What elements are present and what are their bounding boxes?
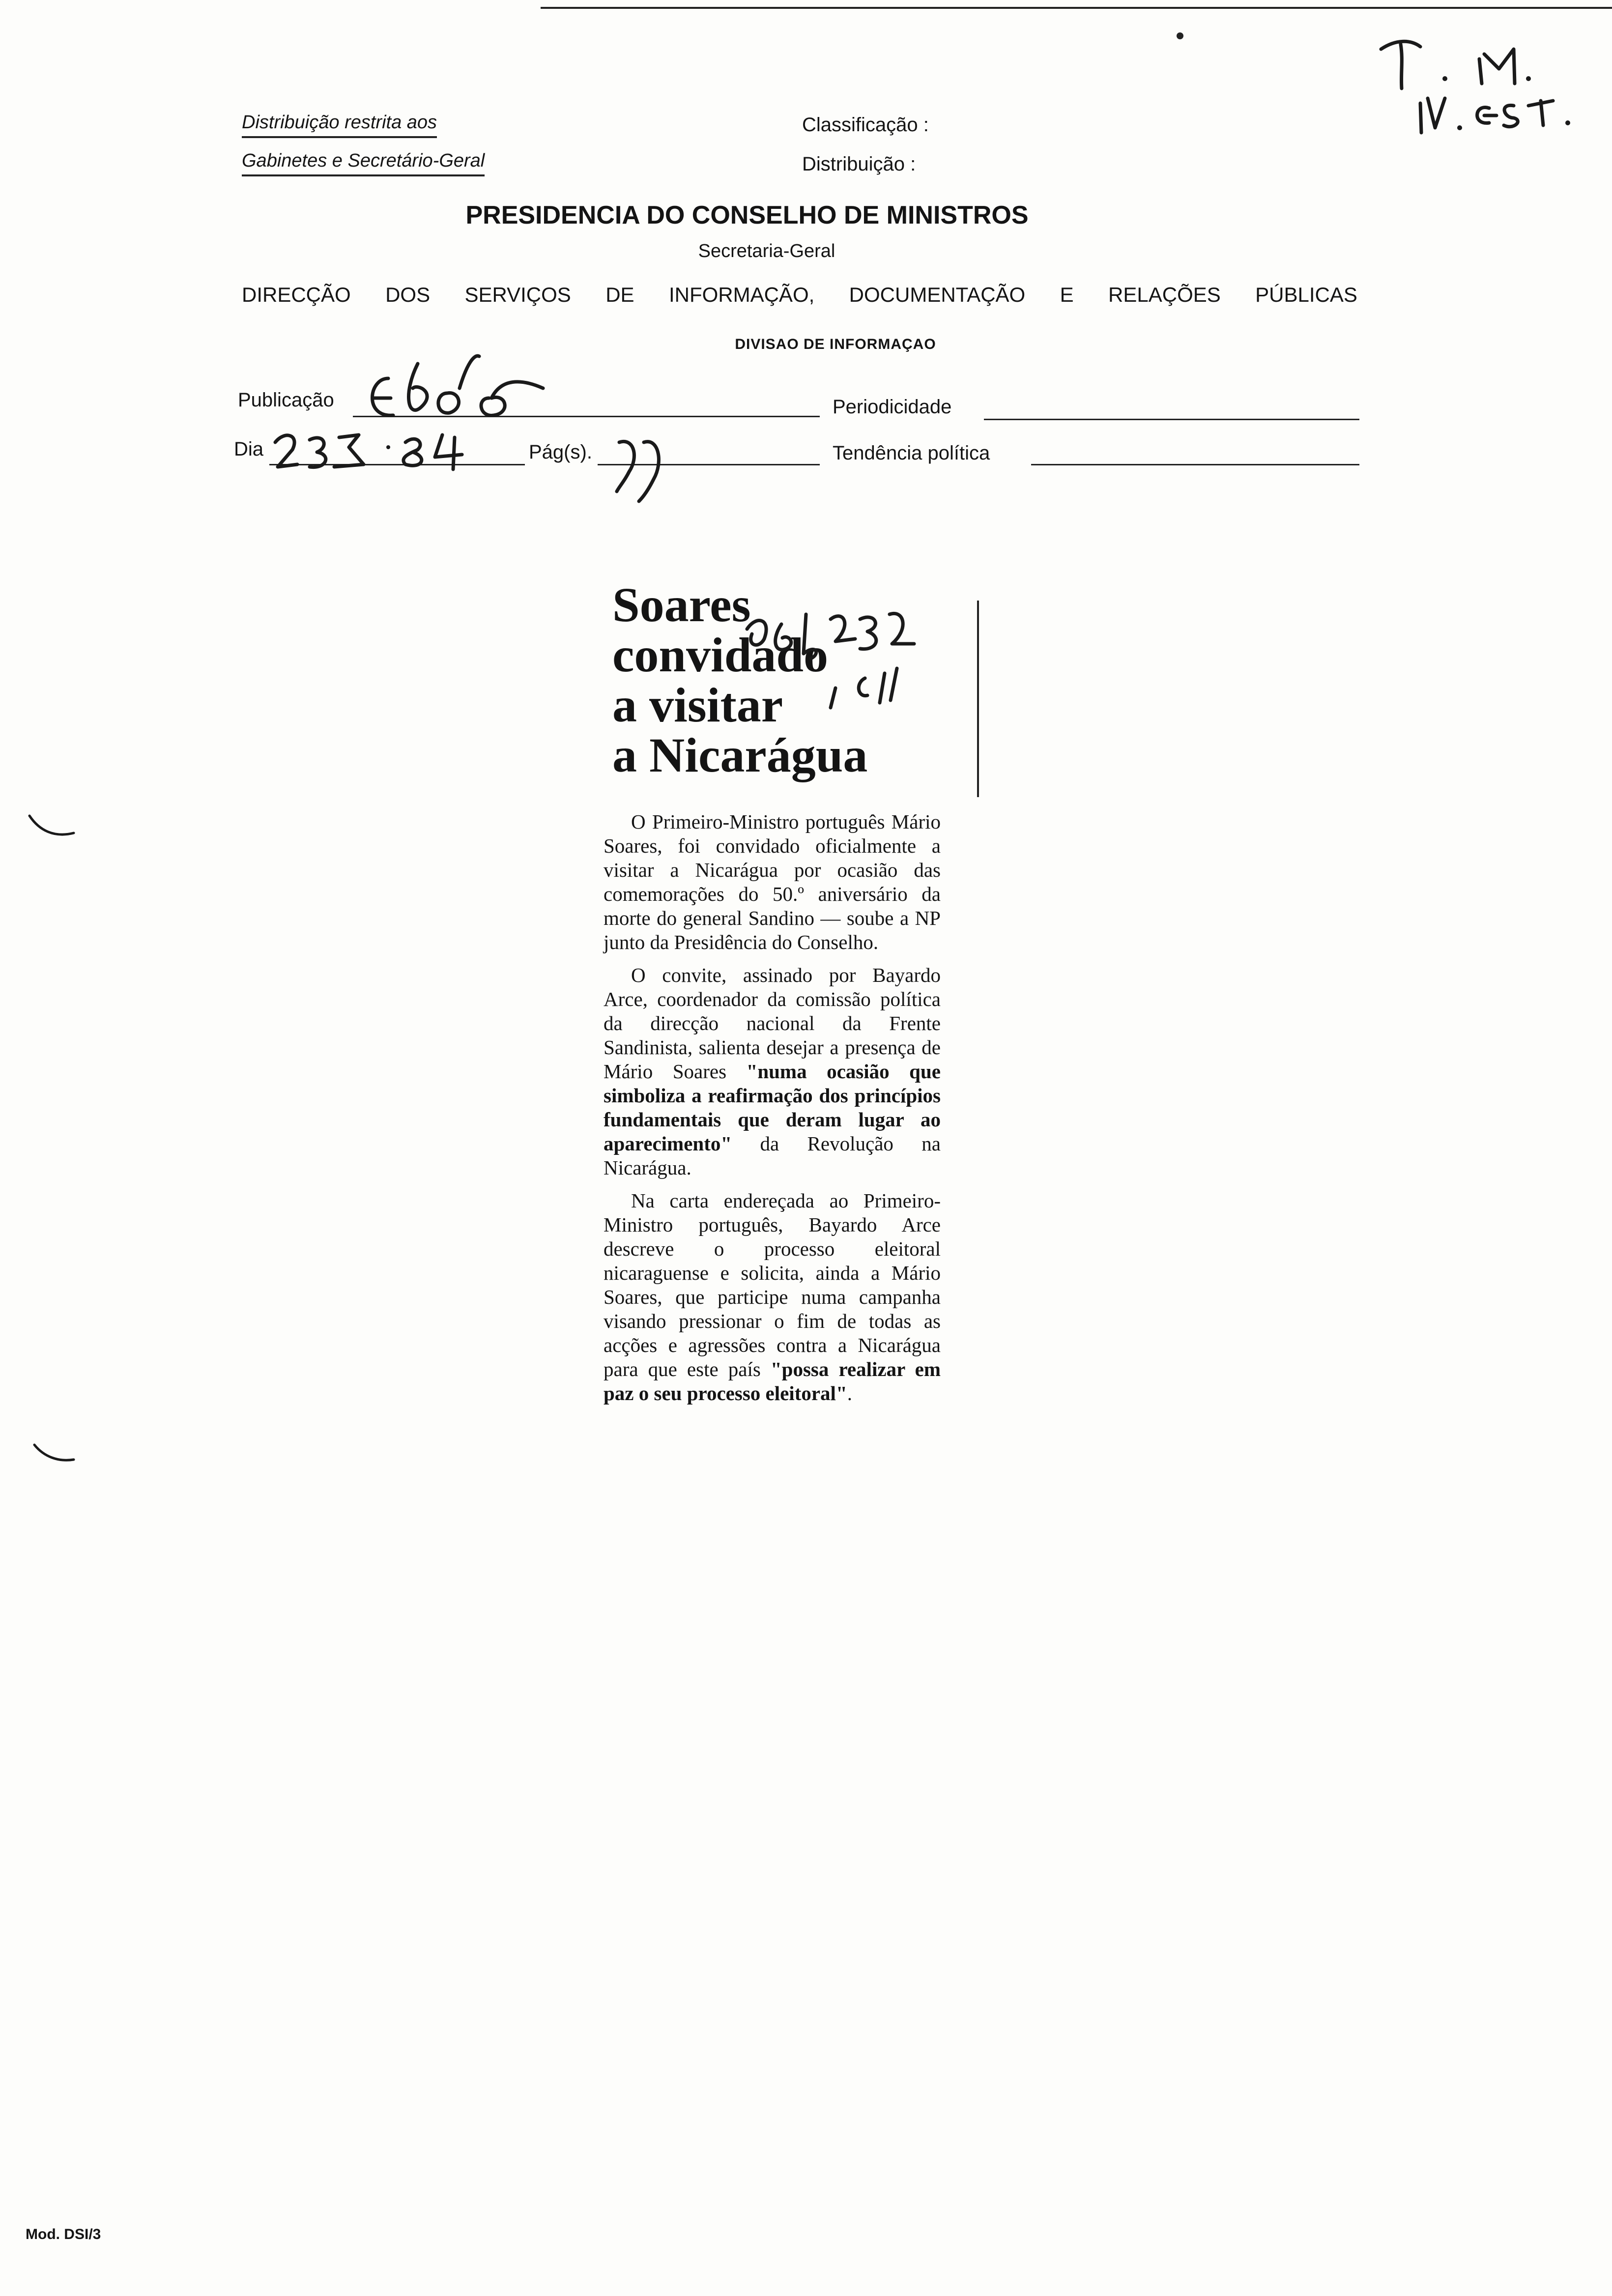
day-label: Dia (234, 438, 264, 460)
directorate-word: DE (605, 283, 634, 306)
directorate-word: DIRECÇÃO (242, 283, 351, 306)
article-paragraph (604, 1189, 941, 1406)
handwritten-publication-name (354, 334, 560, 428)
restricted-distribution-line1: Distribuição restrita aos (242, 112, 437, 138)
classification-label: Classificação : (802, 114, 929, 136)
article-body (604, 810, 941, 1406)
top-border-line (541, 7, 1612, 9)
directorate-word: DOS (385, 283, 431, 306)
ink-dot (1177, 32, 1183, 39)
headline-line: a Nicarágua (612, 728, 868, 782)
directorate-word: SERVIÇOS (464, 283, 571, 306)
margin-vertical-mark (977, 601, 979, 797)
pages-label: Pág(s). (529, 441, 592, 463)
margin-tick-mark (29, 1440, 79, 1469)
handwritten-reference-number (737, 600, 934, 718)
directorate-word: PÚBLICAS (1255, 283, 1357, 306)
paragraph-text: . (847, 1382, 852, 1405)
restricted-distribution-line2: Gabinetes e Secretário-Geral (242, 150, 485, 176)
division-title: DIVISAO DE INFORMAÇAO (735, 336, 936, 352)
article-paragraph (604, 963, 941, 1180)
periodicity-field-line (984, 419, 1359, 420)
directorate-word: INFORMAÇÃO, (668, 283, 815, 306)
headline-line: a visitar (612, 678, 783, 732)
distribution-label: Distribuição : (802, 153, 916, 175)
org-subtitle: Secretaria-Geral (698, 241, 835, 261)
paragraph-text: Na carta endereçada ao Primeiro-Ministro português, Bayardo Arce descreve o processo eleitoral nicaraguense e solicita, ainda a Mário Soares, que participe numa campanha visando pressionar o fim de todas as acções e agressões contra a Nicarágua para que este país (604, 1189, 941, 1380)
periodicity-label: Periodicidade (833, 396, 952, 418)
paragraph-text: da Revolução na Nicarágua. (604, 1132, 941, 1179)
political-tendency-label: Tendência política (833, 442, 990, 464)
article-paragraph: O Primeiro-Ministro português Mário Soares, foi convidado oficialmente a visitar a Nicarágua por ocasião das comemorações do 50.º aniversário da morte do general Sandino — soube a NP junto da Presidência do Conselho. (604, 810, 941, 953)
directorate-word: E (1060, 283, 1074, 306)
paragraph-text: O convite, assinado por Bayardo Arce, coordenador da comissão política da direcção nacional da Frente Sandinista, salienta desejar a presença de Mário Soares (604, 964, 941, 1083)
margin-tick-mark (25, 811, 79, 850)
directorate-word: DOCUMENTAÇÃO (849, 283, 1026, 306)
quote-bold: "possa realizar em paz o seu processo eleitoral" (604, 1358, 941, 1405)
directorate-title (242, 283, 1357, 307)
headline-line: Soares (612, 577, 751, 632)
handwritten-date (270, 423, 516, 482)
headline-line: convidado (612, 628, 829, 682)
handwritten-pages (609, 423, 688, 506)
publication-label: Publicação (238, 389, 334, 411)
tendency-field-line (1031, 464, 1359, 465)
org-title: PRESIDENCIA DO CONSELHO DE MINISTROS (465, 201, 1029, 230)
quote-bold: "numa ocasião que simboliza a reafirmação dos princípios fundamentais que deram lugar ao aparecimento" (604, 1060, 941, 1155)
directorate-word: RELAÇÕES (1108, 283, 1221, 306)
form-code: Mod. DSI/3 (26, 2226, 101, 2242)
handwritten-annotation (1366, 20, 1592, 138)
